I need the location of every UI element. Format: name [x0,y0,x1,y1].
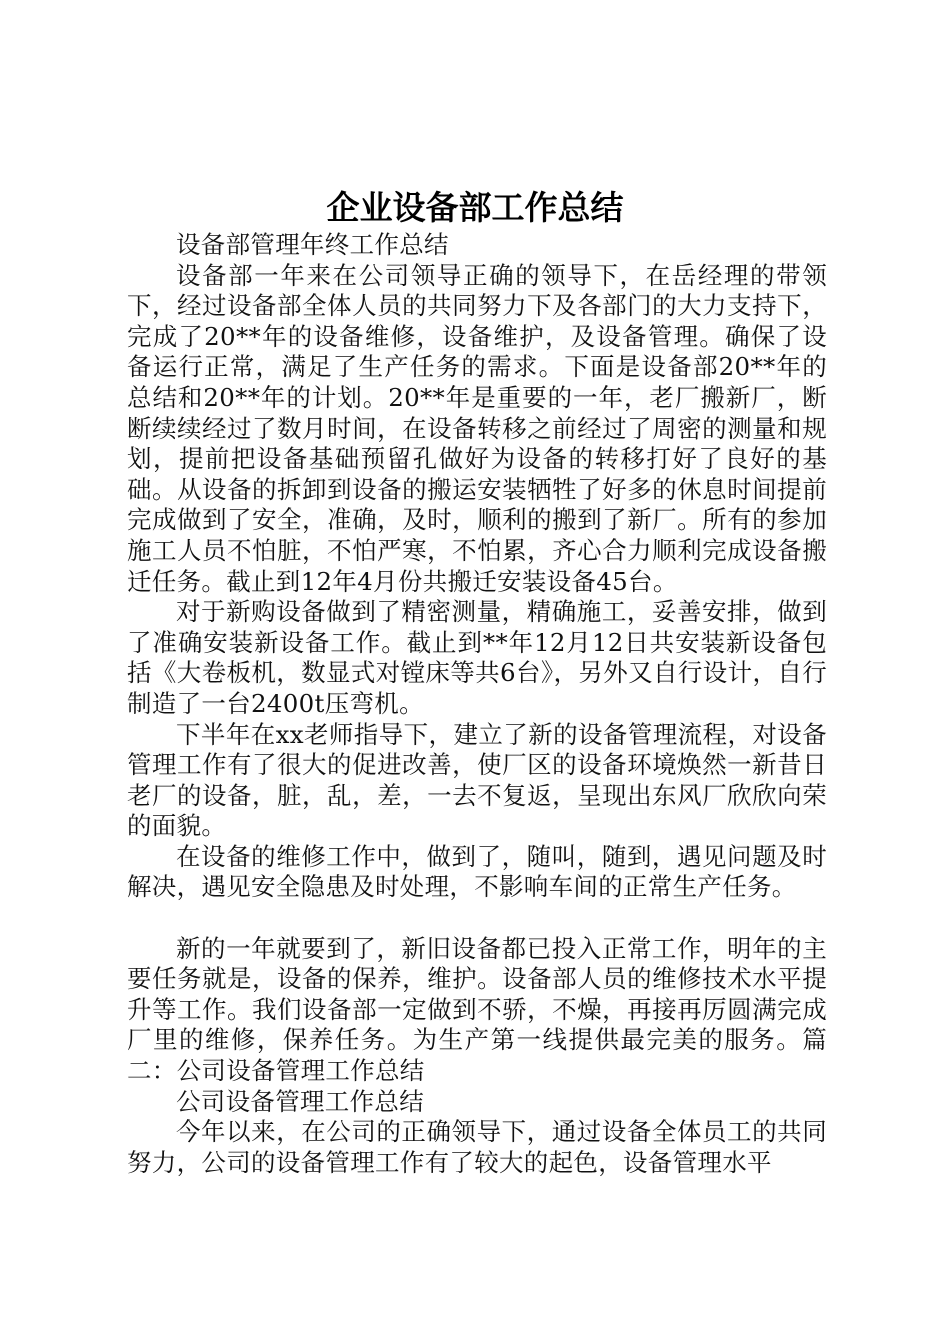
document-body [127,230,827,1178]
paragraph-maintenance: 在设备的维修工作中，做到了，随叫，随到，遇见问题及时解决，遇见安全隐患及时处理，不影响车间的正常生产任务。 [127,841,827,902]
paragraph-gap [127,903,827,934]
paragraph-next-year: 新的一年就要到了，新旧设备都已投入正常工作，明年的主要任务就是，设备的保养，维护。设备部人员的维修技术水平提升等工作。我们设备部一定做到不骄，不燥，再接再厉圆满完成厂里的维修，保养任务。为生产第一线提供最完美的服务。篇二：公司设备管理工作总结 [127,933,827,1086]
paragraph-management-process: 下半年在xx老师指导下，建立了新的设备管理流程，对设备管理工作有了很大的促进改善，使厂区的设备环境焕然一新昔日老厂的设备，脏，乱，差，一去不复返，呈现出东风厂欣欣向荣的面貌。 [127,719,827,841]
document-title: 企业设备部工作总结 [326,188,624,227]
paragraph-overview: 设备部一年来在公司领导正确的领导下，在岳经理的带领下，经过设备部全体人员的共同努力下及各部门的大力支持下，完成了20**年的设备维修，设备维护，及设备管理。确保了设备运行正常，满足了生产任务的需求。下面是设备部20**年的总结和20**年的计划。20**年是重要的一年，老厂搬新厂，断断续续经过了数月时间，在设备转移之前经过了周密的测量和规划，提前把设备基础预留孔做好为设备的转移打好了良好的基础。从设备的拆卸到设备的搬运安装牺牲了好多的休息时间提前完成做到了安全，准确，及时，顺利的搬到了新厂。所有的参加施工人员不怕脏，不怕严寒，不怕累，齐心合力顺利完成设备搬迁任务。截止到12年4月份共搬迁安装设备45台。 [127,260,827,596]
paragraph-subtitle: 设备部管理年终工作总结 [176,230,449,259]
paragraph-section-intro: 今年以来，在公司的正确领导下，通过设备全体员工的共同努力，公司的设备管理工作有了较大的起色，设备管理水平 [127,1117,827,1177]
paragraph-new-equipment: 对于新购设备做到了精密测量，精确施工，妥善安排，做到了准确安装新设备工作。截止到**年12月12日共安装新设备包括《大卷板机，数显式对镗床等共6台》，另外又自行设计，自行制造了一台2400t压弯机。 [127,597,827,718]
paragraph-section-heading: 公司设备管理工作总结 [176,1086,424,1116]
